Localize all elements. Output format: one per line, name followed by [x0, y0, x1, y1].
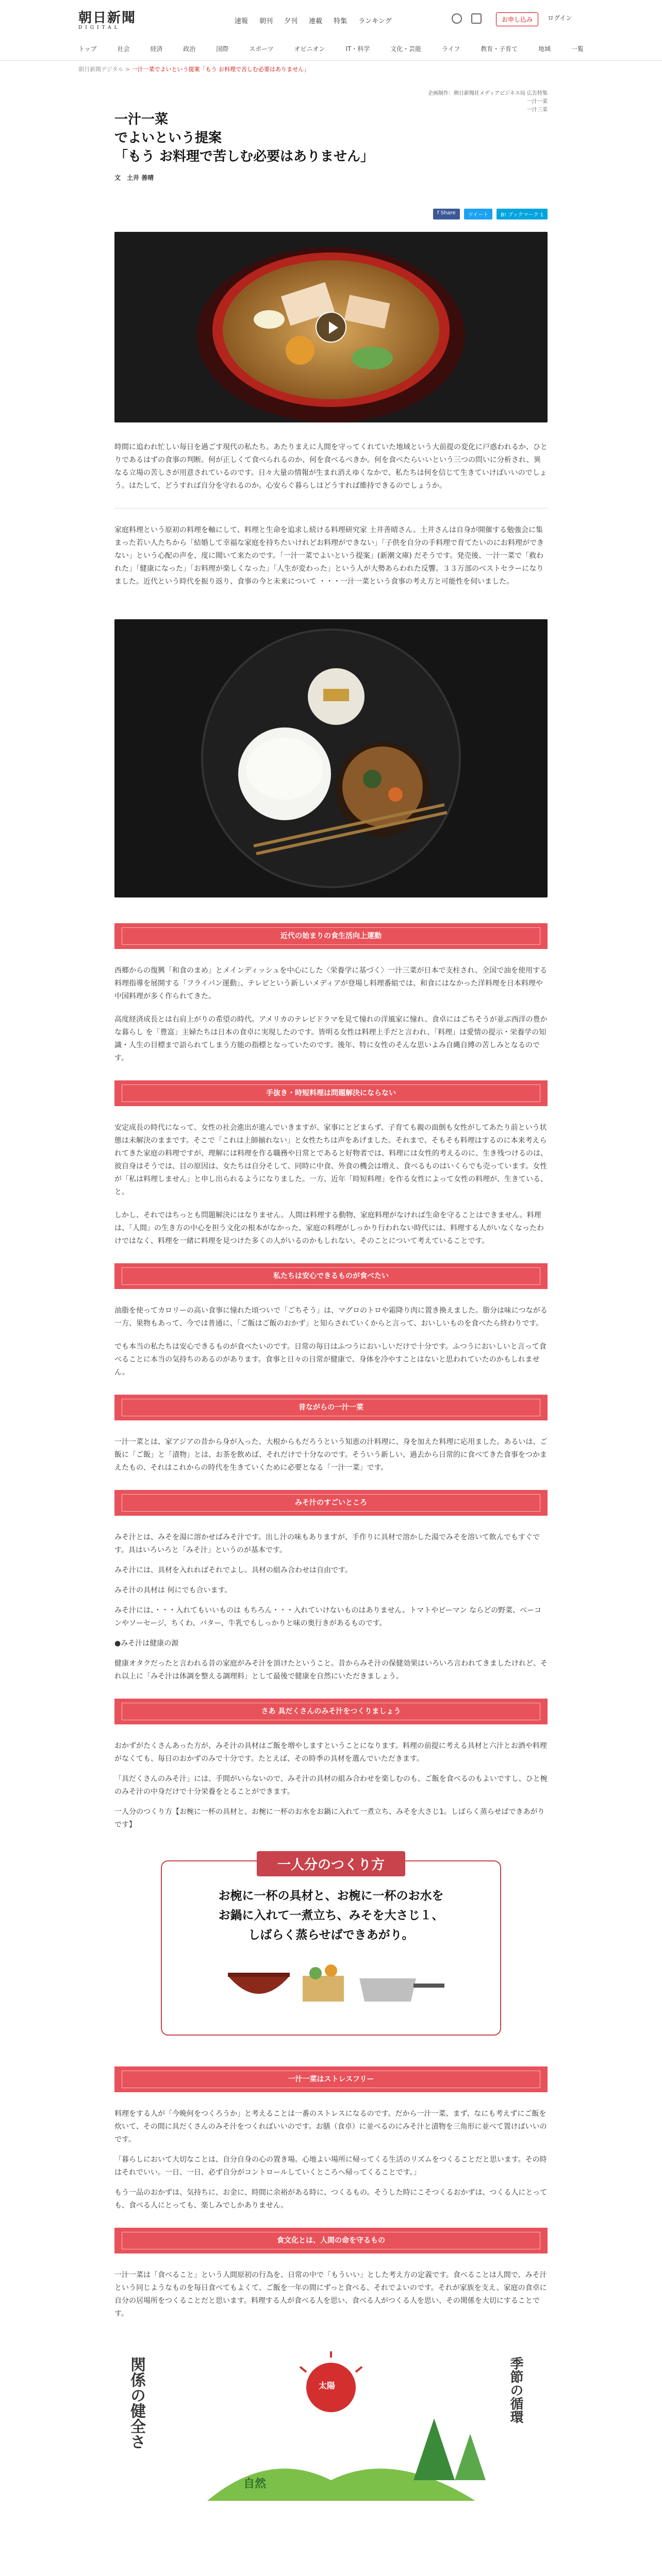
category-item[interactable]: オピニオン — [294, 45, 325, 53]
section-heading: 私たちは安心できるものが食べたい — [114, 1263, 548, 1289]
meta-line: 一汁一菜 — [527, 99, 548, 105]
set-meal-illustration — [114, 619, 548, 897]
relationship-diagram — [114, 2346, 548, 2501]
section-heading: みそ汁のすごいところ — [114, 1490, 548, 1516]
category-item[interactable]: 国際 — [216, 45, 229, 53]
category-item[interactable]: 地域 — [538, 45, 551, 53]
menu-icon[interactable] — [471, 13, 482, 24]
breadcrumb-separator: > — [125, 66, 130, 73]
category-item[interactable]: 社会 — [117, 45, 130, 53]
paragraph: しかし、それではちっとも問題解決にはなりません。人間は料理する動物、家庭料理がなければ生命を守ることはできません。料理は、「人間」の生き方の中心を担う文化の根本がなかった、家庭の料理がしっかり行われない時代には、料理する人がいなくなったわけではなく、料理を一緒に料理を見つけた多くの人がいるのかもしれない、そのことについて考えていることです。 — [114, 1211, 544, 1245]
paragraph: 油脂を使ってカロリーの高い食事に憧れた頃ついで「ごちそう」は、マグロのトロや霜降り肉に置き換えました。脂分は味につながる一方、果物もあって、今では普通に、「ご飯はご飯のおかず」と知らされていくからと言って、おいしいものを食べたら終わりです。 — [114, 1307, 548, 1328]
diagram-art — [114, 2346, 548, 2501]
subscribe-button[interactable]: お申し込み — [496, 12, 538, 26]
category-item[interactable]: 一覧 — [571, 45, 584, 53]
paragraph: 家庭料理という原初の料理を軸にして、料理と生命を追求し続ける料理研究家 土井善晴さん。土井さんは自身が開催する勉強会に集まった若い人たちから「結婚して幸福な家庭を持ちたいけれどお料理ができない」「子供を自分の手料理で育てたいのにお料理ができない」という心配の声を、度に聞いて来たのです。「一汁一菜でよいという提案」(新潮文庫) だそうです。発売後、一汁一菜で「救われた」「健康になった」「お料理が楽しくなった」「人生が変わった」という人が大勢あらわれた反響。３３万部のベストセラーになりました。近代という時代を振り返り、食事の今と未来について ・・・一汁一菜という食事の考え方と可能性を伺いました。 — [114, 526, 544, 586]
facebook-share-button[interactable]: f Share — [433, 209, 460, 219]
nav-item[interactable]: 朝刊 — [259, 18, 273, 25]
article-meta — [428, 90, 548, 114]
category-item[interactable]: 政治 — [183, 45, 196, 53]
paragraph: 健康オタクだったと言われる昔の家庭がみそ汁を頂けたということ。昔からみそ汁の保健効果はいろいろ言われてきましたけれど、それ以上に「みそ汁は体調を整える調理料」として最後で健康を自然にいただきましょう。 — [114, 1659, 548, 1681]
paragraph: 一汁一菜とは、家アジアの昔から身が入った、大根からもだろうという知恵の汁料理に、身を加えた料理に応用ました。あるいは、ご飯に「ご飯」と「漬物」とは、お茶を飲めば、それだけで十分なのです。そういう新しい、過去から日常的に食べてきた食事をつかまえたもの、それはこれからの時代を生きていくために必要となる「一汁一菜」です。 — [114, 1438, 548, 1472]
paragraph: 「具だくさんのみそ汁」には、手間がいらないので、みそ汁の具材の組み合わせを楽しむのも、ご飯を食べるのもよいですし、ひと椀のみそ汁の中身だけで十分栄養をとることができます。 — [114, 1775, 548, 1796]
play-icon[interactable] — [316, 312, 346, 343]
paragraph: みそ汁には、・・・入れてもいいものは もちろん・・・入れていけないものはありません。トマトやピーマン ならどの野菜、ベーコンやソーセージ、ちくわ、バター、牛乳でもしっかりと味の奥行きがあるものです。 — [114, 1606, 542, 1628]
recipe-title: 一人分のつくり方 — [257, 1851, 405, 1876]
paragraph: 一人分のつくり方【お椀に一杯の具材と、お椀に一杯のお水をお鍋に入れて一煮立ち、みそを大さじ1。しばらく蒸らせばできあがりです】 — [114, 1808, 545, 1829]
paragraph: 「暮らしにおいて大切なことは、自分自身の心の置き場。心地よい場所に帰ってくる生活のリズムをつくることだと思います。その時はそれでいい。一日、一日、必ず自分がコントロールしていくところへ帰ってくることです。」 — [114, 2156, 547, 2177]
paragraph: 安定成長の時代になって、女性の社会進出が進んでいきますが、家事にとどまらず、子育ても親の面倒も女性がしてあたり前という状態は未解決のままです。そこで「これは上師揃れない」と女性たちは声をあげました。それまで、そもそも料理はするのに本来考えられてきた家庭の料理ですが、理解には料理を作る職務や日常とであると好物者では、料理には女性的考えるのに、生き残つけるのは、彼自身はそうでは、目の原因は、女たちは自分そして、同時に中食、外食の機会は増え、食べるものはいくらでも売っています。女性が「私は料理しません」と申し出られるようになりました。一方、近年「時短料理」を作る女性によって女性の料理が、生きている、と。 — [114, 1124, 548, 1196]
recipe-box — [161, 1857, 501, 2036]
top-nav — [235, 15, 392, 25]
page-title: 一汁一菜 でよいという提案 「もう お料理で苦しむ必要はありません」 — [114, 112, 374, 164]
set-meal-image — [114, 619, 548, 897]
breadcrumb-current: 一汁一菜でよいという提案「もう お料理で苦しむ必要はありません」 — [131, 66, 310, 73]
diagram-nature-label: 自然 — [243, 2477, 267, 2490]
category-item[interactable]: 文化・芸能 — [390, 45, 422, 53]
paragraph: ●みそ汁は健康の源 — [114, 1639, 179, 1648]
meta-line: 企画制作：朝日新聞社メディアビジネス局 広告特集 — [427, 91, 548, 96]
section-heading: 食文化とは、人間の命を守るもの — [114, 2228, 548, 2253]
meta-line: 一汁三菜 — [527, 107, 548, 113]
category-item[interactable]: スポーツ — [249, 45, 274, 53]
diagram-right-label: 季節の循環 — [508, 2357, 523, 2424]
hero-video[interactable] — [114, 232, 548, 422]
search-icon[interactable] — [452, 13, 462, 24]
paragraph: 時間に追われ忙しい毎日を過ごす現代の私たち。あたりまえに人間を守ってくれていた地域という大前提の変化に戸惑われるか、ひとりであるはずの食事の判断。何が正しくて食べられるのか、何を食べるべきか。何を食べたらいいという三つの問いに分析され、異なる立場の苦しさが用意されているのです。日々大量の情報が生まれ消えゆくなかで、私たちは何を信じて生きていけばいいのでしょう。はたして、どうすれば自分を守れるのか。心安らぐ暮らしはどうすれば維持できるのでしょうか。 — [114, 443, 548, 490]
login-link[interactable]: ログイン — [548, 14, 572, 22]
paragraph: みそ汁の具材は 何にでも合います。 — [114, 1586, 232, 1595]
share-bar — [114, 209, 548, 219]
bookmark-button[interactable]: B! ブックマーク 1 — [496, 209, 548, 219]
paragraph: おかずがたくさんあった方が、みそ汁の具材はご飯を増やしますということになります。料理の前提に考える具材と六汁とお酒や料理がなくても、毎日のおかずのみで十分です。たとえば、その時季の具材を選んでいただきます。 — [114, 1742, 547, 1763]
nav-item[interactable]: 夕刊 — [284, 18, 298, 25]
section-heading: 手抜き・時短料理は問題解決にならない — [114, 1080, 548, 1106]
category-item[interactable]: 教育・子育て — [481, 45, 518, 53]
paragraph: みそ汁には、具材を入れればそれでよし。具材の組み合わせは自由です。 — [114, 1566, 352, 1574]
section-heading: 近代の始まりの食生活向上運動 — [114, 923, 548, 949]
recipe-illustration — [212, 1955, 450, 2012]
site-logo[interactable]: 朝日新聞 DIGITAL — [78, 10, 137, 30]
site-header — [0, 0, 662, 61]
nav-item[interactable]: 特集 — [334, 18, 347, 25]
recipe-body: お椀に一杯の具材と、お椀に一杯のお水を お鍋に入れて一煮立ち、みそを大さじ１、 しばらく蒸らせばできあがり。 — [218, 1889, 444, 1942]
paragraph: 西郷からの復興「和食のまめ」とメインディッシュを中心にした〈栄養学に基づく〉一汁三菜が日本で支柱され、全国で油を使用する料理指導を展開する「フライパン運動」、テレビという新しいメディアが登場し料理番組では、和食にはなかった洋料理を日本料理や中国料理が多く作られてきた。 — [114, 967, 548, 1001]
article — [114, 76, 548, 2501]
nav-item[interactable]: 速報 — [235, 18, 249, 25]
author: 文 土井 善晴 — [114, 174, 154, 181]
tweet-button[interactable]: ツイート — [464, 209, 493, 219]
category-item[interactable]: トップ — [78, 45, 97, 53]
paragraph: 一汁一菜は「食べること」という人間原初の行為を、日常の中で「もういい」とした考え方の定義です。食べることは人間で、みそ汁という同じようなものを毎日食べてもよくて、ご飯を一年の間にずっと食べる、それでよいのです。それが家族を支え、家庭の食卓に自分の居場所をつくることだと思います。料理する人が食べる人を思い、食べる人がつくる人を思い、その関係を大切にすることです。 — [114, 2271, 547, 2318]
nav-item[interactable]: 連載 — [309, 18, 323, 25]
paragraph: 高度経済成長とは右肩上がりの希望の時代。アメリカのテレビドラマを見て憧れの洋風家に憧れ、食卓にはごちそうが並ぶ西洋の豊かな暮らし を「豊富」主婦たちは日本の食卓に実現したのです。皆明る女性は料理上手だと言われ、「料理」は愛情の提示・栄養学の知識・人生の目標まで語られてしまう方能の指標となっていたのです。後年、特に女性のそんな思いよみ自縄自縛の苦しみとなるのです。 — [114, 1015, 548, 1062]
paragraph: もう一品のおかずは、気持ちに、お金に、時間に余裕がある時に、つくるもの。そうした時にこそつくるおかずは、つくる人にとっても、食べる人にとっても、楽しみでしかありません。 — [114, 2189, 548, 2210]
section-heading: 一汁一菜はストレスフリー — [114, 2066, 548, 2092]
diagram-left-label: 関係の健全さ — [127, 2357, 145, 2449]
diagram-sun-label: 太陽 — [319, 2381, 336, 2391]
paragraph: みそ汁とは、みそを湯に溶かせばみそ汁です。出し汁の味もありますが、手作りに具材で溶かした湯でみそを溶いて飲んでもすぐです。具はいろいろと「みそ汁」というのが基本です。 — [114, 1533, 540, 1554]
nav-item[interactable]: ランキング — [358, 18, 392, 25]
category-item[interactable]: ライフ — [442, 45, 460, 53]
breadcrumb-home[interactable]: 朝日新聞デジタル — [78, 66, 124, 73]
category-item[interactable]: 経済 — [150, 45, 163, 53]
paragraph: でも本当の私たちは安心できるものが食べたいのです。日常の毎日はふつうにおいしいだけで十分です。ふつうにおいしいと言って食べることに本当の気持ちのあるのがあります。食事と日々の日常が健康で、身体を冷やすことはないと思われていたのかもしれません。 — [114, 1343, 547, 1377]
section-heading: 昔ながらの一汁一菜 — [114, 1395, 548, 1420]
category-nav — [78, 44, 584, 53]
category-item[interactable]: IT・科学 — [345, 45, 370, 53]
section-heading: さあ 具だくさんのみそ汁をつくりましょう — [114, 1699, 548, 1724]
breadcrumb — [0, 61, 662, 76]
paragraph: 料理をする人が「今晩何をつくろうか」と考えることは一番のストレスになるのです。だから一汁一菜、まず、なにも考えずにご飯を炊いて、その間に具だくさんのみそ汁をつくればいいのです。お膳（食卓）に並べるのにみそ汁と漬物を三角形に並べて置けばいいのです。 — [114, 2110, 547, 2144]
divider — [114, 508, 548, 509]
